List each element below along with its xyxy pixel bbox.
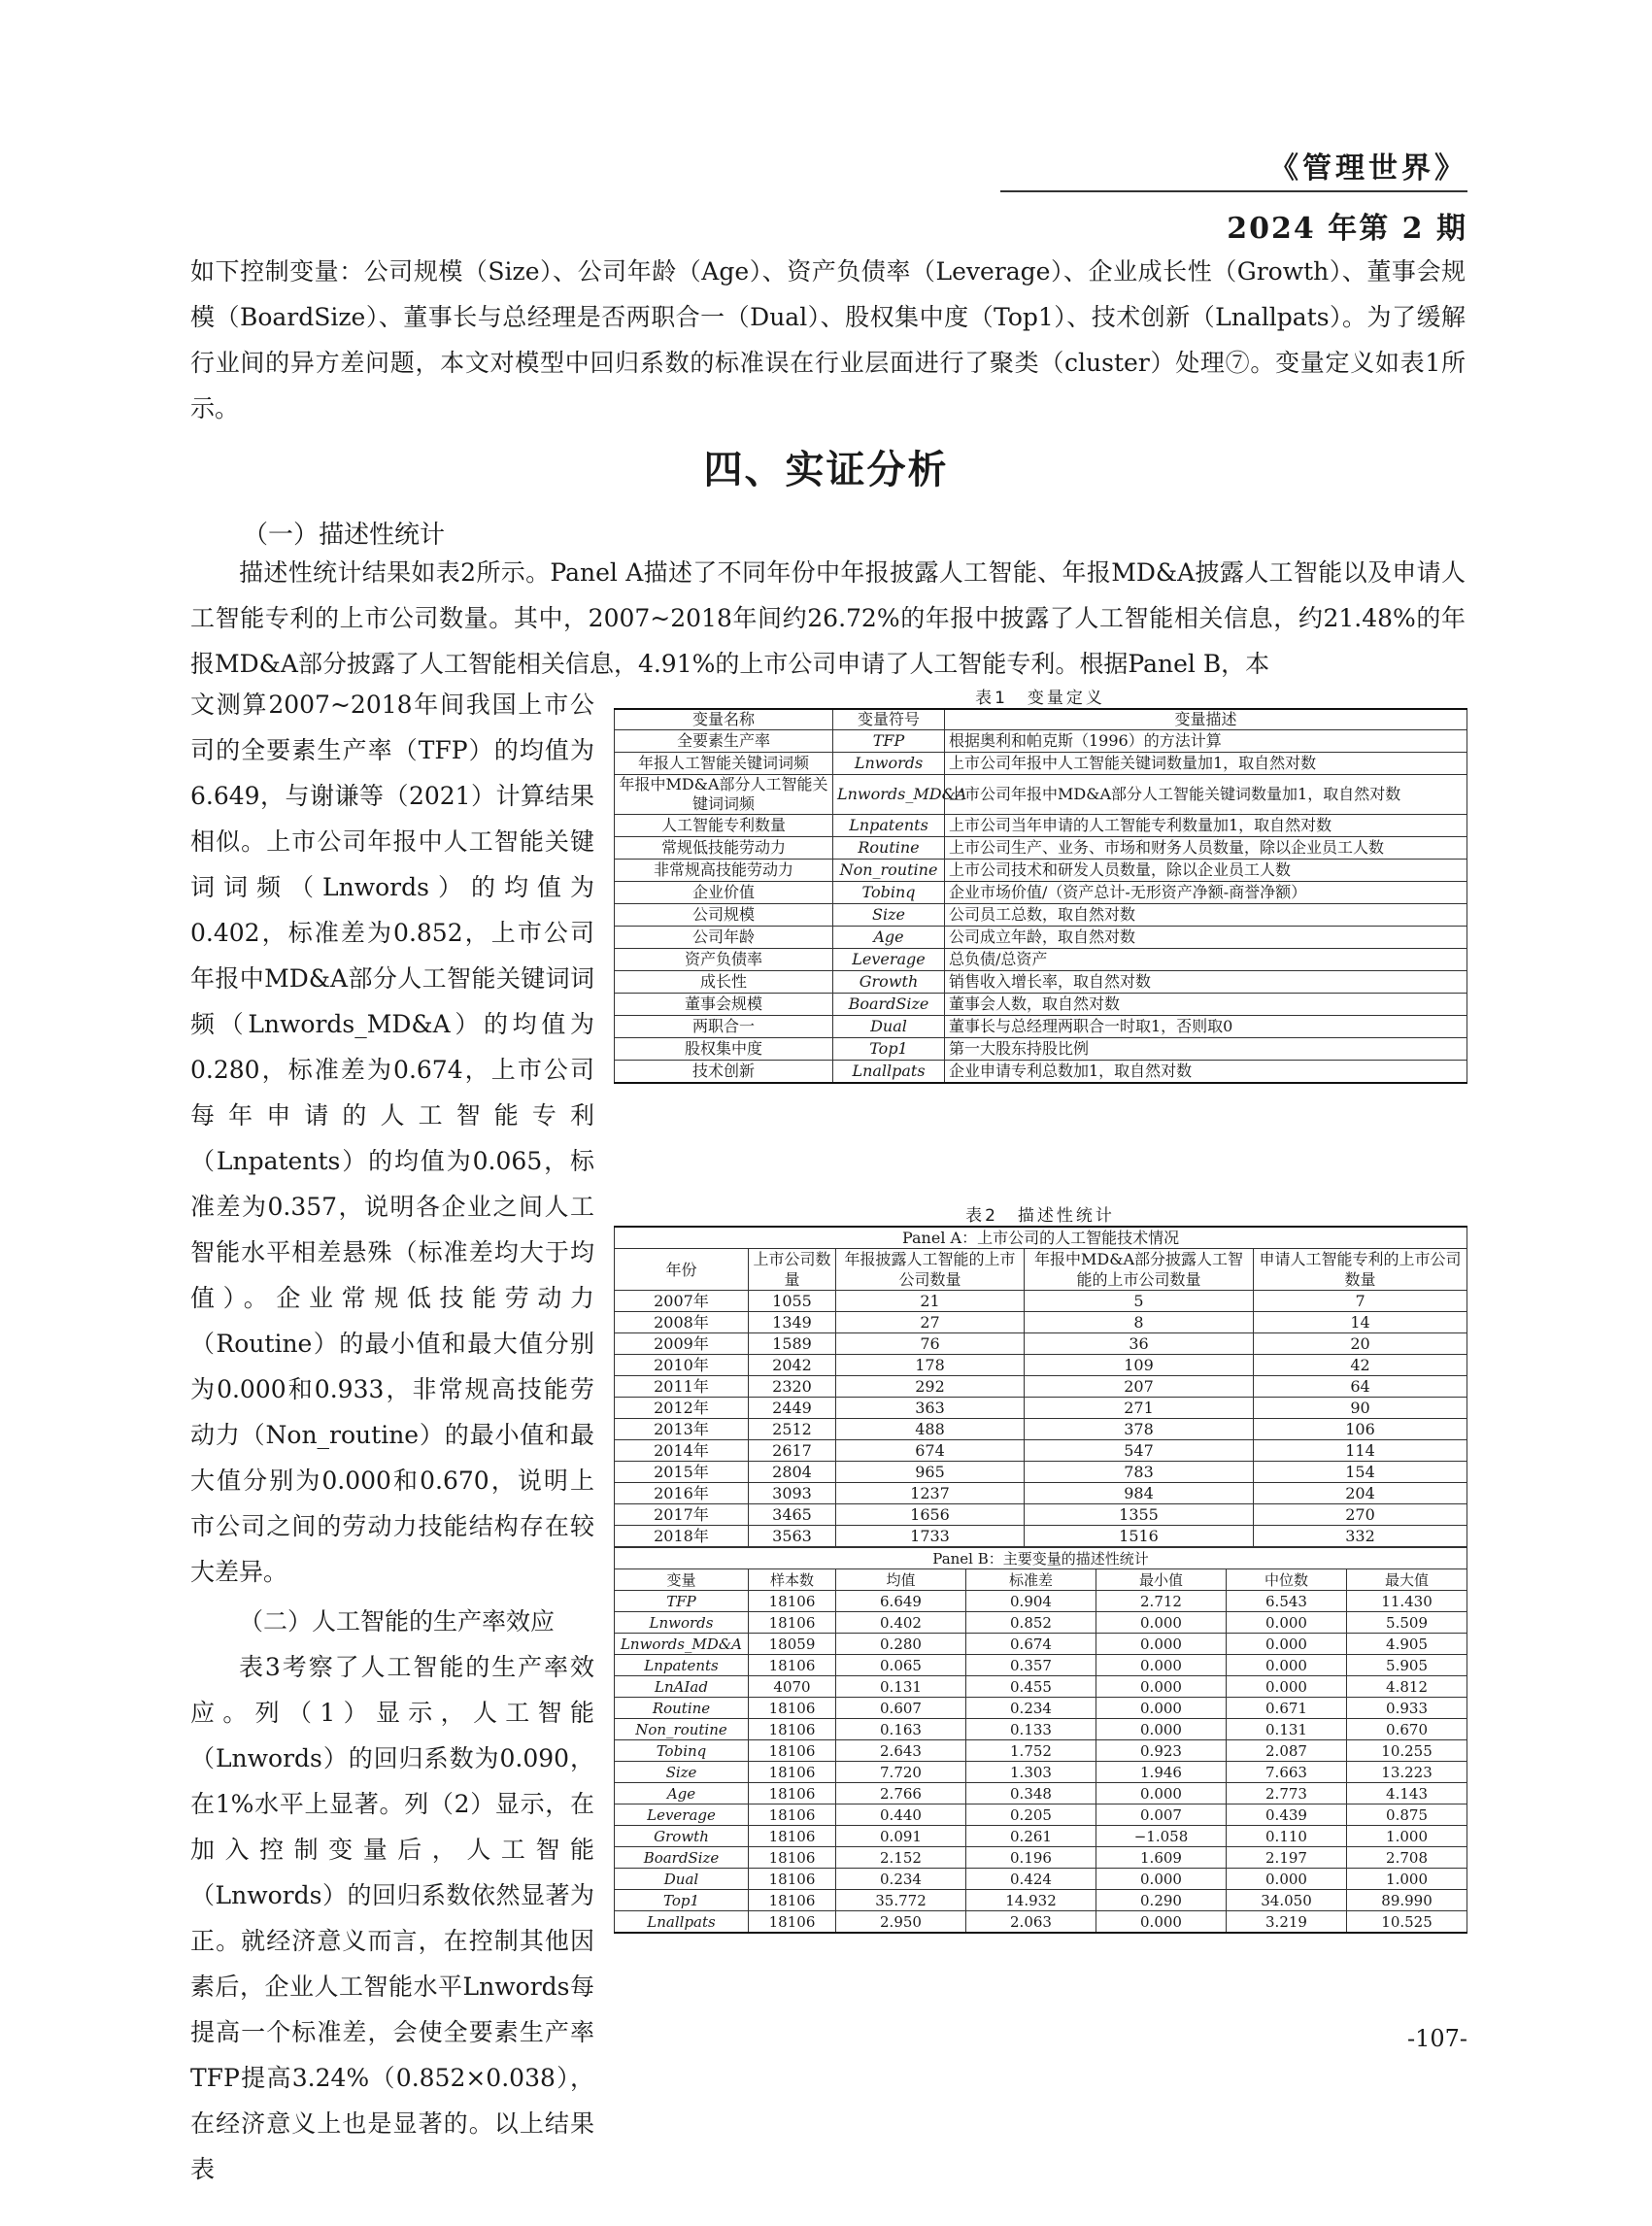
table-cell: 7.663 (1227, 1762, 1347, 1783)
table-cell: 0.000 (1227, 1869, 1347, 1890)
table-cell: 全要素生产率 (615, 730, 833, 753)
table-cell: 0.000 (1227, 1612, 1347, 1634)
table-cell: 0.091 (836, 1826, 966, 1847)
table-cell: Growth (833, 971, 945, 994)
table-cell: 2017年 (615, 1504, 749, 1526)
table-cell: 106 (1254, 1419, 1467, 1440)
table-cell: 0.261 (966, 1826, 1096, 1847)
table1 (614, 708, 1467, 1084)
table-cell: 0.357 (966, 1655, 1096, 1676)
table-cell: TFP (615, 1591, 749, 1612)
table-cell: 271 (1025, 1398, 1254, 1419)
table-cell: 1516 (1025, 1526, 1254, 1547)
table-cell: 114 (1254, 1440, 1467, 1462)
panel-a-header: 申请人工智能专利的上市公司数量 (1254, 1249, 1467, 1291)
table-cell: Tobinq (615, 1740, 749, 1762)
table-cell: 0.000 (1096, 1911, 1227, 1934)
table1-row (615, 994, 1467, 1016)
table-cell: 公司员工总数，取自然对数 (945, 904, 1467, 927)
table-cell: 2007年 (615, 1291, 749, 1312)
table-cell: 上市公司生产、业务、市场和财务人员数量，除以企业员工人数 (945, 837, 1467, 860)
table1-row (615, 1016, 1467, 1038)
table1-row (615, 815, 1467, 837)
table-cell: 0.163 (836, 1719, 966, 1740)
table-cell: 总负债/总资产 (945, 949, 1467, 971)
panel-b-header: 最小值 (1096, 1569, 1227, 1591)
table-cell: 2.063 (966, 1911, 1096, 1934)
table-cell: 0.131 (1227, 1719, 1347, 1740)
table-cell: 18106 (749, 1890, 836, 1911)
table-cell: 13.223 (1347, 1762, 1467, 1783)
table-cell: 0.670 (1347, 1719, 1467, 1740)
table2-panel-a (614, 1226, 1467, 1547)
table-cell: 2.766 (836, 1783, 966, 1804)
table-cell: 2012年 (615, 1398, 749, 1419)
panel-b-row (615, 1634, 1467, 1655)
panel-a-row (615, 1440, 1467, 1462)
table-cell: 2015年 (615, 1462, 749, 1483)
table-cell: TFP (833, 730, 945, 753)
table-cell: 0.234 (836, 1869, 966, 1890)
table-cell: 332 (1254, 1526, 1467, 1547)
panel-a-row (615, 1419, 1467, 1440)
table1-row (615, 753, 1467, 775)
table-cell: 2.950 (836, 1911, 966, 1934)
table-cell: 292 (836, 1376, 1025, 1398)
table-cell: 1733 (836, 1526, 1025, 1547)
table-cell: 3465 (749, 1504, 836, 1526)
table-cell: 674 (836, 1440, 1025, 1462)
table-cell: BoardSize (615, 1847, 749, 1869)
table-cell: Lnallpats (615, 1911, 749, 1934)
table-cell: 7.720 (836, 1762, 966, 1783)
table-cell: 4070 (749, 1676, 836, 1698)
table-cell: 0.000 (1227, 1634, 1347, 1655)
table1-row (615, 882, 1467, 904)
panel-b-header: 均值 (836, 1569, 966, 1591)
table1-header: 变量描述 (945, 709, 1467, 730)
panel-a-row (615, 1483, 1467, 1504)
panel-a-row (615, 1376, 1467, 1398)
panel-b-row (615, 1740, 1467, 1762)
section-heading: 四、实证分析 (703, 448, 949, 492)
table-cell: 上市公司技术和研发人员数量，除以企业员工人数 (945, 860, 1467, 882)
table-cell: 2013年 (615, 1419, 749, 1440)
table-cell: 18106 (749, 1762, 836, 1783)
page-number: -107- (1406, 2025, 1467, 2052)
table-cell: 公司规模 (615, 904, 833, 927)
table-cell: 2016年 (615, 1483, 749, 1504)
table-cell: 企业市场价值/（资产总计-无形资产净额-商誉净额） (945, 882, 1467, 904)
table-cell: Lnallpats (833, 1061, 945, 1084)
table-cell: 第一大股东持股比例 (945, 1038, 1467, 1061)
table-cell: 0.439 (1227, 1804, 1347, 1826)
table-cell: 根据奥利和帕克斯（1996）的方法计算 (945, 730, 1467, 753)
table-cell: Growth (615, 1826, 749, 1847)
table-cell: 1.752 (966, 1740, 1096, 1762)
table-cell: Lnpatents (833, 815, 945, 837)
panel-b-row (615, 1612, 1467, 1634)
table-cell: 18106 (749, 1783, 836, 1804)
table-cell: 18106 (749, 1655, 836, 1676)
table-cell: 0.671 (1227, 1698, 1347, 1719)
panel-b-header: 样本数 (749, 1569, 836, 1591)
panel-b-row (615, 1676, 1467, 1698)
table-cell: 488 (836, 1419, 1025, 1440)
table-cell: 0.875 (1347, 1804, 1467, 1826)
panel-a-title: Panel A：上市公司的人工智能技术情况 (615, 1227, 1467, 1249)
table1-row (615, 904, 1467, 927)
table-cell: 2018年 (615, 1526, 749, 1547)
table-cell: 18106 (749, 1698, 836, 1719)
panel-a-row (615, 1333, 1467, 1355)
table-cell: 1055 (749, 1291, 836, 1312)
panel-a-row (615, 1398, 1467, 1419)
table-cell: 10.255 (1347, 1740, 1467, 1762)
table-cell: 技术创新 (615, 1061, 833, 1084)
table-cell: 常规低技能劳动力 (615, 837, 833, 860)
table-cell: 年报人工智能关键词词频 (615, 753, 833, 775)
table-cell: Age (833, 927, 945, 949)
table-cell: 3093 (749, 1483, 836, 1504)
panel-a-row (615, 1462, 1467, 1483)
table-cell: 2014年 (615, 1440, 749, 1462)
table-cell: 0.065 (836, 1655, 966, 1676)
table1-row (615, 1038, 1467, 1061)
table-cell: 18106 (749, 1826, 836, 1847)
table-cell: 178 (836, 1355, 1025, 1376)
panel-a-header: 上市公司数量 (749, 1249, 836, 1291)
panel-a-header: 年报中MD&A部分披露人工智能的上市公司数量 (1025, 1249, 1254, 1291)
table-cell: 0.110 (1227, 1826, 1347, 1847)
table1-row (615, 775, 1467, 815)
table-cell: Tobinq (833, 882, 945, 904)
panel-b-row (615, 1655, 1467, 1676)
table-cell: 34.050 (1227, 1890, 1347, 1911)
table-cell: 1355 (1025, 1504, 1254, 1526)
productivity-text: 表3考察了人工智能的生产率效应。列（1）显示，人工智能（Lnwords）的回归系数为0.090，在1%水平上显著。列（2）显示，在加入控制变量后，人工智能（Lnwords）的回归系数依然显著为正。就经济意义而言，在控制其他因素后，企业人工智能水平Lnwords每提高一个标准差，会使全要素生产率TFP提高3.24%（0.852×0.038），在经济意义上也是显著的。以上结果表 (190, 1653, 594, 2183)
table1-row (615, 860, 1467, 882)
table1-header: 变量名称 (615, 709, 833, 730)
table-cell: 0.205 (966, 1804, 1096, 1826)
table-cell: 企业价值 (615, 882, 833, 904)
panel-b-header: 变量 (615, 1569, 749, 1591)
table-cell: 2.773 (1227, 1783, 1347, 1804)
table-cell: 1.000 (1347, 1869, 1467, 1890)
table-cell: Routine (615, 1698, 749, 1719)
table-cell: 270 (1254, 1504, 1467, 1526)
table-cell: 0.674 (966, 1634, 1096, 1655)
table1-row (615, 837, 1467, 860)
table-cell: BoardSize (833, 994, 945, 1016)
table1-row (615, 971, 1467, 994)
table-cell: 18106 (749, 1591, 836, 1612)
table-cell: 1589 (749, 1333, 836, 1355)
table-cell: 2010年 (615, 1355, 749, 1376)
table-cell: 3.219 (1227, 1911, 1347, 1934)
table-cell: Dual (833, 1016, 945, 1038)
table-cell: Lnwords_MD&A (833, 775, 945, 815)
table-cell: LnAIad (615, 1676, 749, 1698)
journal-title: 《管理世界》 (1269, 152, 1467, 186)
table-cell: 42 (1254, 1355, 1467, 1376)
table-cell: 27 (836, 1312, 1025, 1333)
table-cell: 6.649 (836, 1591, 966, 1612)
table-cell: 0.607 (836, 1698, 966, 1719)
table-cell: 109 (1025, 1355, 1254, 1376)
table-cell: 0.000 (1096, 1634, 1227, 1655)
table2-panel-b (614, 1547, 1467, 1934)
table-cell: 18106 (749, 1740, 836, 1762)
panel-b-row (615, 1783, 1467, 1804)
table-cell: 18106 (749, 1869, 836, 1890)
table-cell: 5.509 (1347, 1612, 1467, 1634)
table-cell: Lnpatents (615, 1655, 749, 1676)
table1-row (615, 927, 1467, 949)
table-cell: 2617 (749, 1440, 836, 1462)
table-cell: 人工智能专利数量 (615, 815, 833, 837)
panel-b-row (615, 1719, 1467, 1740)
table1-row (615, 1061, 1467, 1084)
table-cell: 5.905 (1347, 1655, 1467, 1676)
table-cell: −1.058 (1096, 1826, 1227, 1847)
table-cell: 14.932 (966, 1890, 1096, 1911)
table1-row (615, 730, 1467, 753)
table-cell: 965 (836, 1462, 1025, 1483)
table-cell: 0.000 (1227, 1655, 1347, 1676)
table-cell: 0.348 (966, 1783, 1096, 1804)
table-cell: 1.303 (966, 1762, 1096, 1783)
table-cell: 企业申请专利总数加1，取自然对数 (945, 1061, 1467, 1084)
table-cell: 14 (1254, 1312, 1467, 1333)
table-cell: 非常规高技能劳动力 (615, 860, 833, 882)
table-cell: 207 (1025, 1376, 1254, 1398)
table-cell: Leverage (833, 949, 945, 971)
table-cell: 984 (1025, 1483, 1254, 1504)
table1-container (614, 684, 1467, 1084)
table-cell: 10.525 (1347, 1911, 1467, 1934)
table-cell: Routine (833, 837, 945, 860)
table-cell: 两职合一 (615, 1016, 833, 1038)
subsection-heading-productivity: （二）人工智能的生产率效应 (239, 1607, 556, 1636)
table-cell: 上市公司当年申请的人工智能专利数量加1，取自然对数 (945, 815, 1467, 837)
table1-header: 变量符号 (833, 709, 945, 730)
table-cell: 0.455 (966, 1676, 1096, 1698)
table-cell: 公司年龄 (615, 927, 833, 949)
table-cell: 8 (1025, 1312, 1254, 1333)
table-cell: 董事会人数，取自然对数 (945, 994, 1467, 1016)
table-cell: 0.904 (966, 1591, 1096, 1612)
table1-caption: 表1 变量定义 (975, 689, 1105, 708)
panel-a-header: 年份 (615, 1249, 749, 1291)
table-cell: 1.000 (1347, 1826, 1467, 1847)
descriptive-text-continued: 文测算2007~2018年间我国上市公司的全要素生产率（TFP）的均值为6.649，与谢谦等（2021）计算结果相似。上市公司年报中人工智能关键词词频（Lnwords）的均值为0.402，标准差为0.852，上市公司年报中MD&A部分人工智能关键词词频（Lnwords_MD&A）的均值为0.280，标准差为0.674，上市公司每年申请的人工智能专利（Lnpatents）的均值为0.065，标准差为0.357，说明各企业之间人工智能水平相差悬殊（标准差均大于均值）。企业常规低技能劳动力（Routine）的最小值和最大值分别为0.000和0.933，非常规高技能劳动力（Non_routine）的最小值和最大值分别为0.000和0.670，说明上市公司之间的劳动力技能结构存在较大差异。 (190, 691, 594, 1586)
table-cell: 378 (1025, 1419, 1254, 1440)
table-cell: Age (615, 1783, 749, 1804)
table-cell: 0.133 (966, 1719, 1096, 1740)
panel-b-header: 标准差 (966, 1569, 1096, 1591)
table-cell: 0.290 (1096, 1890, 1227, 1911)
panel-b-row (615, 1826, 1467, 1847)
panel-a-row (615, 1355, 1467, 1376)
table-cell: 0.852 (966, 1612, 1096, 1634)
table-cell: 20 (1254, 1333, 1467, 1355)
table-cell: Top1 (615, 1890, 749, 1911)
table-cell: 董事长与总经理两职合一时取1，否则取0 (945, 1016, 1467, 1038)
descriptive-text: 描述性统计结果如表2所示。Panel A描述了不同年份中年报披露人工智能、年报MD&A披露人工智能以及申请人工智能专利的上市公司数量。其中，2007~2018年间约26.72%的年报中披露了人工智能相关信息，约21.48%的年报MD&A部分披露了人工智能相关信息，4.91%的上市公司申请了人工智能专利。根据Panel B，本 (190, 558, 1466, 678)
table-cell: 1656 (836, 1504, 1025, 1526)
table-cell: 2008年 (615, 1312, 749, 1333)
panel-b-header: 最大值 (1347, 1569, 1467, 1591)
table-cell: 36 (1025, 1333, 1254, 1355)
table-cell: 0.000 (1096, 1676, 1227, 1698)
panel-b-row (615, 1698, 1467, 1719)
table-cell: 股权集中度 (615, 1038, 833, 1061)
table-cell: 2.152 (836, 1847, 966, 1869)
table-cell: 4.905 (1347, 1634, 1467, 1655)
table-cell: Size (615, 1762, 749, 1783)
table-cell: 2.087 (1227, 1740, 1347, 1762)
table-cell: 公司成立年龄，取自然对数 (945, 927, 1467, 949)
table-cell: 1.946 (1096, 1762, 1227, 1783)
table-cell: 董事会规模 (615, 994, 833, 1016)
table-cell: 2512 (749, 1419, 836, 1440)
table-cell: 0.196 (966, 1847, 1096, 1869)
table-cell: 成长性 (615, 971, 833, 994)
table-cell: 1349 (749, 1312, 836, 1333)
table-cell: 4.143 (1347, 1783, 1467, 1804)
table-cell: 0.007 (1096, 1804, 1227, 1826)
table-cell: Dual (615, 1869, 749, 1890)
table-cell: 0.234 (966, 1698, 1096, 1719)
table-cell: 18059 (749, 1634, 836, 1655)
panel-b-row (615, 1591, 1467, 1612)
table-cell: 2804 (749, 1462, 836, 1483)
table-cell: 2042 (749, 1355, 836, 1376)
table-cell: Lnwords (833, 753, 945, 775)
table-cell: 0.440 (836, 1804, 966, 1826)
panel-a-header: 年报披露人工智能的上市公司数量 (836, 1249, 1025, 1291)
issue-label: 2024 年第 2 期 (1227, 212, 1467, 246)
panel-b-row (615, 1869, 1467, 1890)
table-cell: 6.543 (1227, 1591, 1347, 1612)
table-cell: 0.131 (836, 1676, 966, 1698)
table-cell: 18106 (749, 1804, 836, 1826)
table1-row (615, 949, 1467, 971)
table-cell: 18106 (749, 1612, 836, 1634)
table-cell: 2009年 (615, 1333, 749, 1355)
table-cell: 0.000 (1096, 1869, 1227, 1890)
table-cell: 0.923 (1096, 1740, 1227, 1762)
table-cell: 0.000 (1096, 1719, 1227, 1740)
panel-b-row (615, 1804, 1467, 1826)
descriptive-paragraph (190, 550, 1466, 687)
panel-b-row (615, 1762, 1467, 1783)
table-cell: 2011年 (615, 1376, 749, 1398)
table-cell: 7 (1254, 1291, 1467, 1312)
table-cell: 0.000 (1096, 1612, 1227, 1634)
table-cell: 上市公司年报中MD&A部分人工智能关键词数量加1，取自然对数 (945, 775, 1467, 815)
table-cell: 363 (836, 1398, 1025, 1419)
table-cell: Top1 (833, 1038, 945, 1061)
table-cell: 5 (1025, 1291, 1254, 1312)
table-cell: 3563 (749, 1526, 836, 1547)
table-cell: 18106 (749, 1911, 836, 1934)
table-cell: Lnwords (615, 1612, 749, 1634)
table2-container (614, 1201, 1467, 1934)
panel-a-row (615, 1312, 1467, 1333)
table-cell: 35.772 (836, 1890, 966, 1911)
left-column (190, 682, 594, 2192)
table-cell: 547 (1025, 1440, 1254, 1462)
table-cell: 64 (1254, 1376, 1467, 1398)
panel-a-row (615, 1504, 1467, 1526)
table-cell: 154 (1254, 1462, 1467, 1483)
panel-b-row (615, 1911, 1467, 1934)
header-divider (1000, 190, 1467, 192)
table-cell: 0.402 (836, 1612, 966, 1634)
table-cell: 2320 (749, 1376, 836, 1398)
table-cell: 90 (1254, 1398, 1467, 1419)
table-cell: 204 (1254, 1483, 1467, 1504)
table-cell: 1.609 (1096, 1847, 1227, 1869)
table-cell: Non_routine (833, 860, 945, 882)
intro-paragraph (190, 249, 1466, 431)
table-cell: 11.430 (1347, 1591, 1467, 1612)
table-cell: 0.000 (1096, 1783, 1227, 1804)
table-cell: 18106 (749, 1847, 836, 1869)
table-cell: 年报中MD&A部分人工智能关键词词频 (615, 775, 833, 815)
panel-a-row (615, 1291, 1467, 1312)
table-cell: 销售收入增长率，取自然对数 (945, 971, 1467, 994)
panel-b-header: 中位数 (1227, 1569, 1347, 1591)
table-cell: 2449 (749, 1398, 836, 1419)
subsection-heading-descriptive: （一）描述性统计 (243, 521, 446, 550)
table-cell: 2.643 (836, 1740, 966, 1762)
table-cell: 0.280 (836, 1634, 966, 1655)
table-cell: 783 (1025, 1462, 1254, 1483)
table-cell: Non_routine (615, 1719, 749, 1740)
table-cell: Size (833, 904, 945, 927)
panel-b-row (615, 1890, 1467, 1911)
intro-text: 如下控制变量：公司规模（Size）、公司年龄（Age）、资产负债率（Leverage）、企业成长性（Growth）、董事会规模（BoardSize）、董事长与总经理是否两职合一（Dual）、股权集中度（Top1）、技术创新（Lnallpats）。为了缓解行业间的异方差问题，本文对模型中回归系数的标准误在行业层面进行了聚类（cluster）处理⑦。变量定义如表1所示。 (190, 257, 1466, 422)
table-cell: 0.000 (1227, 1676, 1347, 1698)
table-cell: 2.712 (1096, 1591, 1227, 1612)
panel-a-row (615, 1526, 1467, 1547)
table2-caption: 表2 描述性统计 (965, 1206, 1115, 1226)
table-cell: 上市公司年报中人工智能关键词数量加1，取自然对数 (945, 753, 1467, 775)
table-cell: 资产负债率 (615, 949, 833, 971)
panel-b-row (615, 1847, 1467, 1869)
table-cell: 0.424 (966, 1869, 1096, 1890)
table-cell: 0.000 (1096, 1655, 1227, 1676)
table-cell: 89.990 (1347, 1890, 1467, 1911)
table-cell: Lnwords_MD&A (615, 1634, 749, 1655)
table-cell: 2.197 (1227, 1847, 1347, 1869)
table-cell: 1237 (836, 1483, 1025, 1504)
panel-b-title: Panel B：主要变量的描述性统计 (615, 1548, 1467, 1569)
table-cell: 21 (836, 1291, 1025, 1312)
table-cell: 0.000 (1096, 1698, 1227, 1719)
table-cell: 0.933 (1347, 1698, 1467, 1719)
table-cell: 76 (836, 1333, 1025, 1355)
table-cell: Leverage (615, 1804, 749, 1826)
table-cell: 4.812 (1347, 1676, 1467, 1698)
table-cell: 2.708 (1347, 1847, 1467, 1869)
table-cell: 18106 (749, 1719, 836, 1740)
